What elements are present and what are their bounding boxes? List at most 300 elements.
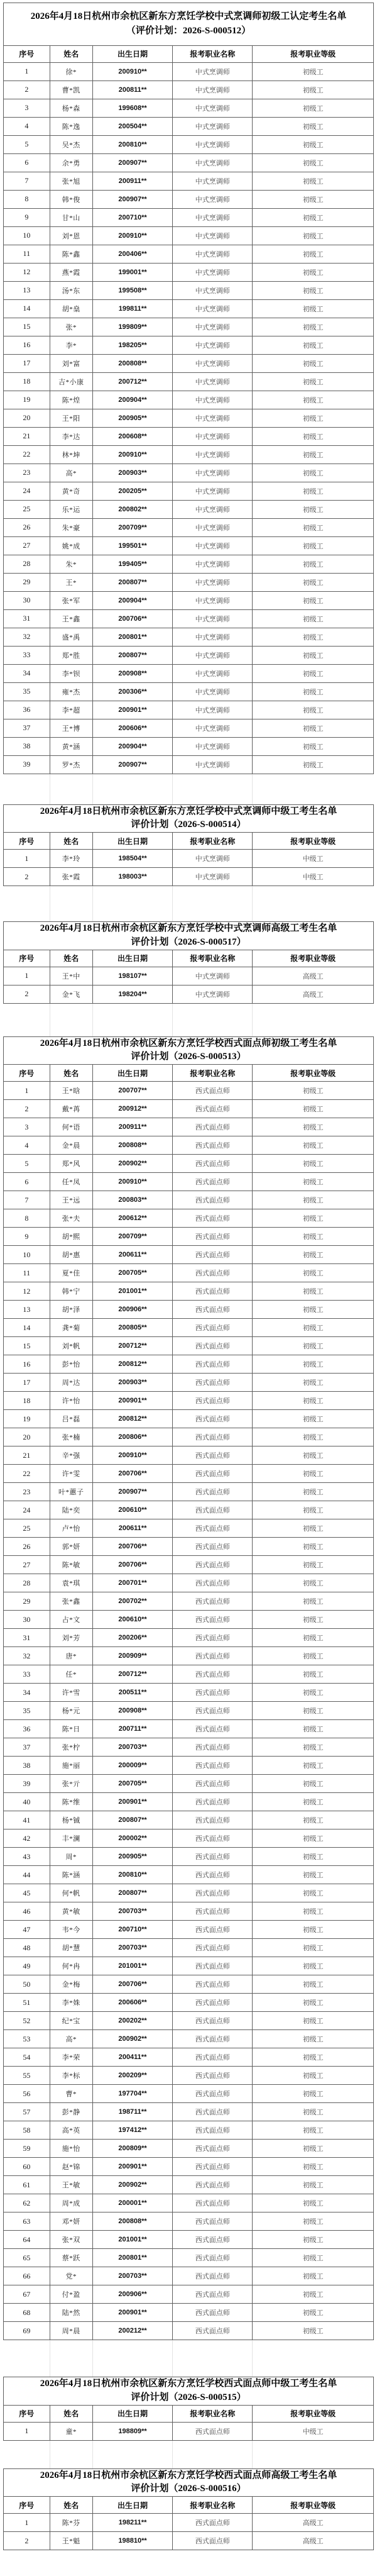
cell-lvl: 初级工	[253, 1647, 374, 1665]
cell-name: 邓*妍	[50, 2212, 92, 2231]
cell-seq: 28	[4, 555, 50, 573]
cell-lvl: 初级工	[253, 336, 374, 354]
cell-name: 曹*凯	[50, 80, 92, 99]
cell-lvl: 初级工	[253, 372, 374, 391]
cell-name: 陈*维	[50, 1793, 92, 1811]
cell-dob: 200901**	[92, 2158, 172, 2176]
table-row	[4, 1975, 374, 1994]
cell-occ: 西式面点师	[173, 1720, 253, 1738]
cell-name: 刘*帆	[50, 1337, 92, 1355]
table-spacer	[3, 2340, 374, 2377]
table-row	[4, 2285, 374, 2304]
cell-dob: 199508**	[92, 281, 172, 299]
table-row	[4, 1082, 374, 1100]
cell-name: 陈*鑫	[50, 245, 92, 263]
cell-occ: 中式烹调师	[173, 573, 253, 591]
cell-dob: 200812**	[92, 1410, 172, 1428]
cell-lvl: 初级工	[253, 1519, 374, 1538]
cell-name: 张*军	[50, 591, 92, 609]
section-title: 2026年4月18日杭州市余杭区新东方烹饪学校西式面点师中级工考生名单 评价计划（2026-S-000515）	[4, 2377, 374, 2406]
section-title-row	[4, 804, 374, 833]
cell-occ: 西式面点师	[173, 1592, 253, 1611]
table-row	[4, 2030, 374, 2048]
table-row	[4, 1519, 374, 1538]
cell-seq: 1	[4, 1082, 50, 1100]
cell-dob: 200611**	[92, 1246, 172, 1264]
cell-occ: 西式面点师	[173, 1410, 253, 1428]
cell-seq: 22	[4, 1465, 50, 1483]
cell-occ: 中式烹调师	[173, 190, 253, 208]
cell-lvl: 初级工	[253, 208, 374, 226]
cell-dob: 198809**	[92, 2422, 172, 2440]
cell-lvl: 初级工	[253, 117, 374, 135]
cell-lvl: 初级工	[253, 2249, 374, 2267]
cell-occ: 西式面点师	[173, 1465, 253, 1483]
table-row	[4, 609, 374, 628]
cell-name: 陈*逸	[50, 117, 92, 135]
cell-name: 张*柠	[50, 1738, 92, 1757]
cell-lvl: 初级工	[253, 2103, 374, 2121]
column-header: 报考职业等级	[253, 1065, 374, 1082]
cell-seq: 20	[4, 1428, 50, 1446]
cell-occ: 中式烹调师	[173, 628, 253, 646]
column-header: 姓名	[50, 1065, 92, 1082]
cell-name: 付*盈	[50, 2285, 92, 2304]
cell-seq: 4	[4, 117, 50, 135]
cell-lvl: 初级工	[253, 701, 374, 719]
cell-seq: 17	[4, 1374, 50, 1392]
cell-seq: 23	[4, 1483, 50, 1501]
table-row	[4, 62, 374, 80]
column-header: 出生日期	[92, 2405, 172, 2422]
column-header: 姓名	[50, 833, 92, 850]
table-row	[4, 2103, 374, 2121]
cell-dob: 201001**	[92, 2231, 172, 2249]
cell-lvl: 初级工	[253, 318, 374, 336]
cell-lvl: 高级工	[253, 2532, 374, 2550]
cell-lvl: 初级工	[253, 2285, 374, 2304]
cell-occ: 西式面点师	[173, 1629, 253, 1647]
cell-dob: 200706**	[92, 1556, 172, 1574]
cell-seq: 39	[4, 755, 50, 774]
cell-lvl: 初级工	[253, 1100, 374, 1118]
cell-lvl: 初级工	[253, 1337, 374, 1355]
cell-seq: 69	[4, 2322, 50, 2340]
cell-lvl: 初级工	[253, 1082, 374, 1100]
cell-lvl: 初级工	[253, 409, 374, 427]
cell-occ: 中式烹调师	[173, 719, 253, 737]
cell-seq: 8	[4, 190, 50, 208]
column-header: 姓名	[50, 950, 92, 967]
cell-seq: 29	[4, 1592, 50, 1611]
cell-lvl: 初级工	[253, 464, 374, 482]
cell-seq: 28	[4, 1574, 50, 1592]
cell-seq: 1	[4, 850, 50, 868]
cell-lvl: 初级工	[253, 1118, 374, 1136]
cell-dob: 200807**	[92, 1884, 172, 1902]
column-header: 姓名	[50, 2497, 92, 2514]
cell-name: 黄*奇	[50, 482, 92, 500]
cell-occ: 中式烹调师	[173, 372, 253, 391]
cell-name: 李*姝	[50, 1994, 92, 2012]
cell-name: 何*语	[50, 1118, 92, 1136]
cell-name: 李*超	[50, 701, 92, 719]
table-row	[4, 2322, 374, 2340]
cell-dob: 200612**	[92, 1209, 172, 1228]
cell-occ: 中式烹调师	[173, 500, 253, 518]
table-row	[4, 591, 374, 609]
cell-seq: 2	[4, 868, 50, 886]
cell-lvl: 初级工	[253, 518, 374, 536]
cell-occ: 西式面点师	[173, 1264, 253, 1282]
cell-seq: 37	[4, 1738, 50, 1757]
cell-lvl: 初级工	[253, 172, 374, 190]
cell-dob: 198504**	[92, 850, 172, 868]
table-spacer	[3, 886, 374, 921]
cell-occ: 西式面点师	[173, 1684, 253, 1702]
cell-occ: 西式面点师	[173, 1866, 253, 1884]
cell-occ: 西式面点师	[173, 1793, 253, 1811]
cell-occ: 中式烹调师	[173, 281, 253, 299]
cell-name: 李*玲	[50, 850, 92, 868]
table-row	[4, 354, 374, 372]
cell-lvl: 初级工	[253, 2176, 374, 2194]
cell-lvl: 初级工	[253, 1775, 374, 1793]
cell-seq: 32	[4, 628, 50, 646]
cell-dob: 200901**	[92, 1392, 172, 1410]
table-row	[4, 1410, 374, 1428]
table-row	[4, 1301, 374, 1319]
cell-dob: 199001**	[92, 263, 172, 281]
cell-dob: 200901**	[92, 2304, 172, 2322]
cell-lvl: 初级工	[253, 737, 374, 755]
cell-name: 吉*小康	[50, 372, 92, 391]
cell-seq: 12	[4, 1282, 50, 1301]
cell-seq: 1	[4, 967, 50, 985]
cell-occ: 西式面点师	[173, 1337, 253, 1355]
cell-name: 燕*霞	[50, 263, 92, 281]
cell-dob: 200903**	[92, 464, 172, 482]
cell-occ: 中式烹调师	[173, 536, 253, 555]
cell-name: 周*	[50, 1848, 92, 1866]
section-title: 2026年4月18日杭州市余杭区新东方烹饪学校西式面点师初级工考生名单 评价计划（2026-S-000513）	[4, 1036, 374, 1065]
cell-dob: 200807**	[92, 646, 172, 664]
column-header: 姓名	[50, 2405, 92, 2422]
cell-lvl: 初级工	[253, 245, 374, 263]
table-row	[4, 1702, 374, 1720]
cell-name: 陆*奕	[50, 1501, 92, 1519]
cell-name: 高*英	[50, 2121, 92, 2140]
cell-name: 林*坤	[50, 445, 92, 464]
cell-name: 王*	[50, 573, 92, 591]
cell-dob: 200907**	[92, 755, 172, 774]
cell-seq: 18	[4, 372, 50, 391]
cell-name: 周*达	[50, 1374, 92, 1392]
cell-dob: 200801**	[92, 2249, 172, 2267]
column-header: 报考职业名称	[173, 833, 253, 850]
cell-dob: 200903**	[92, 1374, 172, 1392]
column-header: 序号	[4, 833, 50, 850]
cell-dob: 200711**	[92, 1720, 172, 1738]
header-row	[4, 833, 374, 850]
cell-name: 汤*东	[50, 281, 92, 299]
candidate-table-1	[3, 3, 374, 774]
cell-lvl: 初级工	[253, 299, 374, 318]
cell-seq: 40	[4, 1793, 50, 1811]
cell-name: 陈*敏	[50, 1556, 92, 1574]
cell-lvl: 初级工	[253, 1355, 374, 1374]
cell-name: 王*魁	[50, 2532, 92, 2550]
cell-dob: 197704**	[92, 2085, 172, 2103]
cell-seq: 13	[4, 1301, 50, 1319]
cell-occ: 中式烹调师	[173, 226, 253, 245]
cell-name: 李*钡	[50, 664, 92, 682]
cell-seq: 25	[4, 1519, 50, 1538]
column-header: 报考职业名称	[173, 2497, 253, 2514]
cell-dob: 200212**	[92, 2322, 172, 2340]
cell-dob: 200806**	[92, 1428, 172, 1446]
cell-name: 许*怡	[50, 1392, 92, 1410]
cell-occ: 西式面点师	[173, 1975, 253, 1994]
cell-dob: 200807**	[92, 1811, 172, 1829]
table-row	[4, 985, 374, 1003]
cell-name: 王*博	[50, 719, 92, 737]
cell-dob: 200706**	[92, 1465, 172, 1483]
cell-name: 胡*慧	[50, 1939, 92, 1957]
cell-lvl: 初级工	[253, 1684, 374, 1702]
cell-seq: 15	[4, 1337, 50, 1355]
section-title: 2026年4月18日杭州市余杭区新东方烹饪学校中式烹调师高级工考生名单 评价计划（2026-S-000517）	[4, 922, 374, 950]
cell-lvl: 初级工	[253, 500, 374, 518]
cell-seq: 22	[4, 445, 50, 464]
cell-dob: 200910**	[92, 1173, 172, 1191]
cell-occ: 西式面点师	[173, 1301, 253, 1319]
cell-dob: 198211**	[92, 2514, 172, 2532]
cell-name: 夏*佳	[50, 1264, 92, 1282]
cell-name: 郑*风	[50, 1155, 92, 1173]
cell-occ: 西式面点师	[173, 2194, 253, 2212]
cell-name: 吴*杰	[50, 135, 92, 153]
cell-occ: 中式烹调师	[173, 135, 253, 153]
table-row	[4, 336, 374, 354]
cell-occ: 中式烹调师	[173, 518, 253, 536]
cell-seq: 10	[4, 1246, 50, 1264]
cell-name: 龚*菊	[50, 1319, 92, 1337]
cell-seq: 52	[4, 2012, 50, 2030]
cell-name: 高*	[50, 464, 92, 482]
cell-seq: 49	[4, 1957, 50, 1975]
cell-occ: 中式烹调师	[173, 737, 253, 755]
cell-occ: 中式烹调师	[173, 318, 253, 336]
cell-lvl: 初级工	[253, 1191, 374, 1209]
cell-occ: 西式面点师	[173, 2121, 253, 2140]
table-row	[4, 1757, 374, 1775]
cell-dob: 200202**	[92, 2012, 172, 2030]
cell-seq: 68	[4, 2304, 50, 2322]
cell-seq: 12	[4, 263, 50, 281]
table-row	[4, 573, 374, 591]
table-row	[4, 1775, 374, 1793]
cell-lvl: 初级工	[253, 1702, 374, 1720]
cell-seq: 27	[4, 1556, 50, 1574]
table-row	[4, 2249, 374, 2267]
cell-name: 任*	[50, 1665, 92, 1684]
cell-lvl: 初级工	[253, 1374, 374, 1392]
cell-occ: 中式烹调师	[173, 62, 253, 80]
table-row	[4, 628, 374, 646]
table-row	[4, 2267, 374, 2285]
table-row	[4, 1209, 374, 1228]
cell-name: 张*旭	[50, 172, 92, 190]
cell-occ: 西式面点师	[173, 1428, 253, 1446]
column-header: 序号	[4, 1065, 50, 1082]
column-header: 序号	[4, 2405, 50, 2422]
cell-occ: 西式面点师	[173, 2176, 253, 2194]
cell-occ: 西式面点师	[173, 1155, 253, 1173]
cell-lvl: 初级工	[253, 1228, 374, 1246]
cell-dob: 200706**	[92, 1538, 172, 1556]
cell-dob: 200710**	[92, 208, 172, 226]
cell-seq: 14	[4, 1319, 50, 1337]
cell-lvl: 初级工	[253, 1538, 374, 1556]
section-title-row	[4, 2377, 374, 2406]
table-row	[4, 755, 374, 774]
cell-lvl: 初级工	[253, 719, 374, 737]
cell-seq: 5	[4, 135, 50, 153]
cell-seq: 11	[4, 245, 50, 263]
cell-name: 陈*煌	[50, 391, 92, 409]
cell-seq: 45	[4, 1884, 50, 1902]
table-row	[4, 2067, 374, 2085]
cell-dob: 200706**	[92, 1975, 172, 1994]
cell-lvl: 初级工	[253, 1246, 374, 1264]
cell-seq: 63	[4, 2212, 50, 2231]
cell-lvl: 初级工	[253, 1301, 374, 1319]
cell-seq: 16	[4, 336, 50, 354]
cell-seq: 16	[4, 1355, 50, 1374]
cell-lvl: 初级工	[253, 2194, 374, 2212]
cell-seq: 15	[4, 318, 50, 336]
cell-dob: 200009**	[92, 1757, 172, 1775]
cell-dob: 200808**	[92, 354, 172, 372]
header-row	[4, 2405, 374, 2422]
cell-occ: 西式面点师	[173, 1647, 253, 1665]
cell-dob: 200712**	[92, 1665, 172, 1684]
cell-lvl: 初级工	[253, 391, 374, 409]
column-header: 序号	[4, 2497, 50, 2514]
cell-seq: 58	[4, 2121, 50, 2140]
candidate-table-6	[3, 2468, 374, 2551]
cell-dob: 200712**	[92, 1337, 172, 1355]
candidate-table-4	[3, 1036, 374, 2341]
cell-name: 彭*静	[50, 2103, 92, 2121]
cell-lvl: 初级工	[253, 2158, 374, 2176]
cell-dob: 200002**	[92, 1829, 172, 1848]
cell-seq: 21	[4, 427, 50, 445]
cell-dob: 200703**	[92, 2267, 172, 2285]
cell-dob: 200710**	[92, 1921, 172, 1939]
cell-name: 朱*豪	[50, 518, 92, 536]
cell-seq: 7	[4, 172, 50, 190]
cell-lvl: 初级工	[253, 2121, 374, 2140]
header-row	[4, 2497, 374, 2514]
cell-lvl: 初级工	[253, 591, 374, 609]
cell-occ: 西式面点师	[173, 1136, 253, 1155]
cell-name: 余*勇	[50, 153, 92, 172]
cell-name: 姚*成	[50, 536, 92, 555]
cell-lvl: 初级工	[253, 1665, 374, 1684]
cell-dob: 200910**	[92, 62, 172, 80]
cell-occ: 西式面点师	[173, 1957, 253, 1975]
table-row	[4, 500, 374, 518]
cell-seq: 60	[4, 2158, 50, 2176]
cell-occ: 中式烹调师	[173, 354, 253, 372]
cell-dob: 200911**	[92, 172, 172, 190]
cell-dob: 200910**	[92, 1446, 172, 1465]
cell-occ: 西式面点师	[173, 2532, 253, 2550]
cell-seq: 53	[4, 2030, 50, 2048]
cell-dob: 200808**	[92, 2212, 172, 2231]
column-header: 报考职业名称	[173, 950, 253, 967]
cell-name: 童*	[50, 2422, 92, 2440]
cell-name: 黄*涵	[50, 737, 92, 755]
cell-seq: 30	[4, 1611, 50, 1629]
cell-seq: 51	[4, 1994, 50, 2012]
cell-name: 王*晗	[50, 1082, 92, 1100]
cell-seq: 66	[4, 2267, 50, 2285]
cell-seq: 18	[4, 1392, 50, 1410]
cell-seq: 5	[4, 1155, 50, 1173]
cell-lvl: 初级工	[253, 1446, 374, 1465]
cell-dob: 200606**	[92, 719, 172, 737]
table-row	[4, 172, 374, 190]
cell-occ: 西式面点师	[173, 1902, 253, 1921]
table-row	[4, 1884, 374, 1902]
cell-lvl: 高级工	[253, 967, 374, 985]
cell-name: 杨*森	[50, 99, 92, 117]
table-row	[4, 1811, 374, 1829]
cell-seq: 37	[4, 719, 50, 737]
cell-dob: 200511**	[92, 1684, 172, 1702]
cell-occ: 中式烹调师	[173, 609, 253, 628]
cell-lvl: 初级工	[253, 609, 374, 628]
table-row	[4, 427, 374, 445]
table-row	[4, 1155, 374, 1173]
cell-seq: 38	[4, 1757, 50, 1775]
table-row	[4, 1118, 374, 1136]
cell-lvl: 初级工	[253, 62, 374, 80]
cell-occ: 西式面点师	[173, 2048, 253, 2067]
table-row	[4, 646, 374, 664]
cell-occ: 西式面点师	[173, 1191, 253, 1209]
cell-name: 戴*苒	[50, 1100, 92, 1118]
cell-occ: 西式面点师	[173, 1392, 253, 1410]
cell-dob: 200707**	[92, 1082, 172, 1100]
table-row	[4, 1501, 374, 1519]
table-spacer	[3, 1004, 374, 1036]
cell-dob: 199405**	[92, 555, 172, 573]
table-row	[4, 2514, 374, 2532]
cell-occ: 西式面点师	[173, 1738, 253, 1757]
table-row	[4, 1574, 374, 1592]
cell-seq: 48	[4, 1939, 50, 1957]
table-row	[4, 1264, 374, 1282]
cell-dob: 200805**	[92, 1319, 172, 1337]
table-row	[4, 1465, 374, 1483]
cell-dob: 200812**	[92, 1355, 172, 1374]
cell-occ: 中式烹调师	[173, 682, 253, 701]
cell-occ: 中式烹调师	[173, 555, 253, 573]
